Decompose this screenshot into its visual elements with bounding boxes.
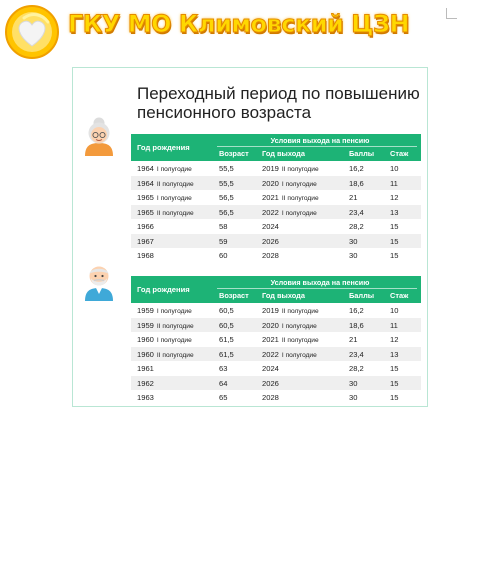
cell-points: 30 [349, 251, 358, 260]
cell-age: 60 [219, 251, 228, 260]
cell-age: 61,5 [219, 349, 234, 359]
retirement-year-value: 2028 [262, 393, 279, 402]
retirement-year-value: 2021 [262, 193, 279, 202]
birth-half-value: II полугодие [156, 351, 194, 359]
birth-year-value: 1966 [137, 222, 154, 231]
cell-age: 60,5 [219, 320, 234, 330]
retirement-half-value: I полугодие [281, 180, 317, 188]
cell-points: 30 [349, 236, 358, 246]
table-row [131, 161, 421, 176]
table-row [131, 234, 421, 249]
retirement-year-value: 2019 [262, 306, 279, 315]
retirement-half-value: II полугодие [281, 195, 319, 202]
cell-retirement-year [262, 321, 317, 330]
birth-half-value: I полугодие [156, 166, 192, 173]
table-header [131, 276, 421, 303]
table-row [131, 376, 421, 391]
cell-retirement-year [262, 335, 319, 344]
cell-experience: 15 [390, 378, 399, 388]
cell-points: 16,2 [349, 306, 364, 315]
header-points: Баллы [349, 291, 375, 300]
retirement-year-value: 2019 [262, 164, 279, 173]
birth-year-value: 1964 [137, 164, 154, 173]
corner-mark [446, 8, 457, 19]
cell-experience: 12 [390, 335, 399, 344]
cell-retirement-year [262, 350, 317, 359]
cell-birth-year [137, 222, 157, 231]
retirement-year-value: 2026 [262, 236, 279, 246]
cell-points: 18,6 [349, 320, 364, 330]
cell-birth-year [137, 393, 157, 402]
birth-year-value: 1962 [137, 378, 154, 388]
retirement-year-value: 2024 [262, 364, 279, 373]
cell-retirement-year [262, 364, 282, 373]
birth-half-value: I полугодие [156, 337, 192, 344]
header-retirement-year: Год выхода [262, 149, 305, 158]
header-divider [217, 288, 417, 289]
header-conditions: Условия выхода на пенсию [270, 136, 370, 145]
cell-experience: 11 [390, 320, 398, 330]
retirement-year-value: 2020 [262, 320, 279, 330]
retirement-year-value: 2022 [262, 349, 279, 359]
cell-birth-year [137, 306, 192, 315]
birth-year-value: 1960 [137, 335, 154, 344]
heart-logo-icon [4, 4, 60, 60]
cell-points: 28,2 [349, 222, 364, 231]
cell-birth-year [137, 237, 157, 246]
cell-points: 30 [349, 393, 358, 402]
cell-points: 28,2 [349, 364, 364, 373]
birth-year-value: 1967 [137, 236, 154, 246]
table-row [131, 361, 421, 376]
card-title: Переходный период по повышению пенсионного возраста [137, 84, 420, 122]
cell-age: 60,5 [219, 306, 234, 315]
retirement-year-value: 2024 [262, 222, 279, 231]
cell-points: 21 [349, 193, 358, 202]
table-row [131, 205, 421, 220]
header-age: Возраст [219, 291, 249, 300]
elderly-woman-icon [82, 116, 116, 156]
header-age: Возраст [219, 149, 249, 158]
cell-points: 30 [349, 378, 358, 388]
cell-experience: 15 [390, 222, 399, 231]
birth-half-value: II полугодие [156, 180, 194, 188]
cell-points: 18,6 [349, 178, 364, 188]
cell-experience: 15 [390, 364, 399, 373]
cell-experience: 11 [390, 178, 398, 188]
cell-age: 64 [219, 378, 228, 388]
header-conditions: Условия выхода на пенсию [270, 278, 370, 287]
men-rows [131, 303, 421, 405]
birth-half-value: II полугодие [156, 322, 194, 330]
retirement-half-value: II полугодие [281, 308, 319, 315]
women-table [131, 134, 421, 263]
birth-year-value: 1959 [137, 306, 154, 315]
retirement-year-value: 2021 [262, 335, 279, 344]
table-row [131, 332, 421, 347]
women-rows [131, 161, 421, 263]
birth-half-value: II полугодие [156, 209, 194, 217]
pension-infographic-card [72, 67, 428, 407]
cell-experience: 15 [390, 236, 399, 246]
cell-age: 58 [219, 222, 228, 231]
cell-experience: 13 [390, 349, 399, 359]
table-row [131, 303, 421, 318]
cell-birth-year [137, 251, 157, 260]
table-header [131, 134, 421, 161]
cell-points: 23,4 [349, 207, 364, 217]
cell-age: 55,5 [219, 164, 234, 173]
birth-half-value: I полугодие [156, 195, 192, 202]
cell-retirement-year [262, 208, 317, 217]
header-experience: Стаж [390, 149, 409, 158]
org-title: ГКУ МО Климовский ЦЗН [68, 10, 410, 38]
cell-birth-year [137, 350, 194, 359]
birth-year-value: 1964 [137, 178, 154, 188]
cell-retirement-year [262, 379, 282, 388]
cell-experience: 12 [390, 193, 399, 202]
retirement-half-value: II полугодие [281, 337, 319, 344]
cell-experience: 10 [390, 306, 399, 315]
cell-retirement-year [262, 237, 282, 246]
table-row [131, 390, 421, 405]
cell-experience: 13 [390, 207, 399, 217]
elderly-man-icon [82, 261, 116, 301]
cell-birth-year [137, 379, 157, 388]
cell-retirement-year [262, 306, 319, 315]
birth-year-value: 1965 [137, 207, 154, 217]
cell-age: 56,5 [219, 193, 234, 202]
header-retirement-year: Год выхода [262, 291, 305, 300]
birth-year-value: 1963 [137, 393, 154, 402]
cell-age: 59 [219, 236, 228, 246]
cell-age: 61,5 [219, 335, 234, 344]
retirement-year-value: 2022 [262, 207, 279, 217]
birth-half-value: I полугодие [156, 308, 192, 315]
table-row [131, 248, 421, 263]
birth-year-value: 1965 [137, 193, 154, 202]
cell-experience: 10 [390, 164, 399, 173]
birth-year-value: 1961 [137, 364, 154, 373]
retirement-half-value: I полугодие [281, 351, 317, 359]
cell-age: 55,5 [219, 178, 234, 188]
cell-experience: 15 [390, 393, 399, 402]
cell-experience: 15 [390, 251, 399, 260]
cell-points: 21 [349, 335, 358, 344]
table-row [131, 176, 421, 191]
cell-birth-year [137, 208, 194, 217]
retirement-half-value: I полугодие [281, 322, 317, 330]
cell-points: 16,2 [349, 164, 364, 173]
men-table [131, 276, 421, 405]
header-experience: Стаж [390, 291, 409, 300]
retirement-year-value: 2026 [262, 378, 279, 388]
retirement-year-value: 2020 [262, 178, 279, 188]
header-birth-year: Год рождения [137, 143, 190, 152]
cell-retirement-year [262, 393, 282, 402]
cell-birth-year [137, 179, 194, 188]
birth-year-value: 1968 [137, 251, 154, 260]
cell-birth-year [137, 164, 192, 173]
birth-year-value: 1959 [137, 320, 154, 330]
cell-age: 56,5 [219, 207, 234, 217]
header-divider [217, 146, 417, 147]
cell-retirement-year [262, 251, 282, 260]
cell-birth-year [137, 193, 192, 202]
cell-birth-year [137, 321, 194, 330]
retirement-year-value: 2028 [262, 251, 279, 260]
retirement-half-value: I полугодие [281, 209, 317, 217]
table-row [131, 318, 421, 333]
cell-birth-year [137, 335, 192, 344]
table-row [131, 219, 421, 234]
cell-retirement-year [262, 179, 317, 188]
birth-year-value: 1960 [137, 349, 154, 359]
header-birth-year: Год рождения [137, 285, 190, 294]
cell-retirement-year [262, 193, 319, 202]
cell-age: 63 [219, 364, 228, 373]
cell-birth-year [137, 364, 157, 373]
cell-age: 65 [219, 393, 228, 402]
cell-retirement-year [262, 164, 319, 173]
header-points: Баллы [349, 149, 375, 158]
retirement-half-value: II полугодие [281, 166, 319, 173]
table-row [131, 347, 421, 362]
cell-retirement-year [262, 222, 282, 231]
table-row [131, 190, 421, 205]
cell-points: 23,4 [349, 349, 364, 359]
